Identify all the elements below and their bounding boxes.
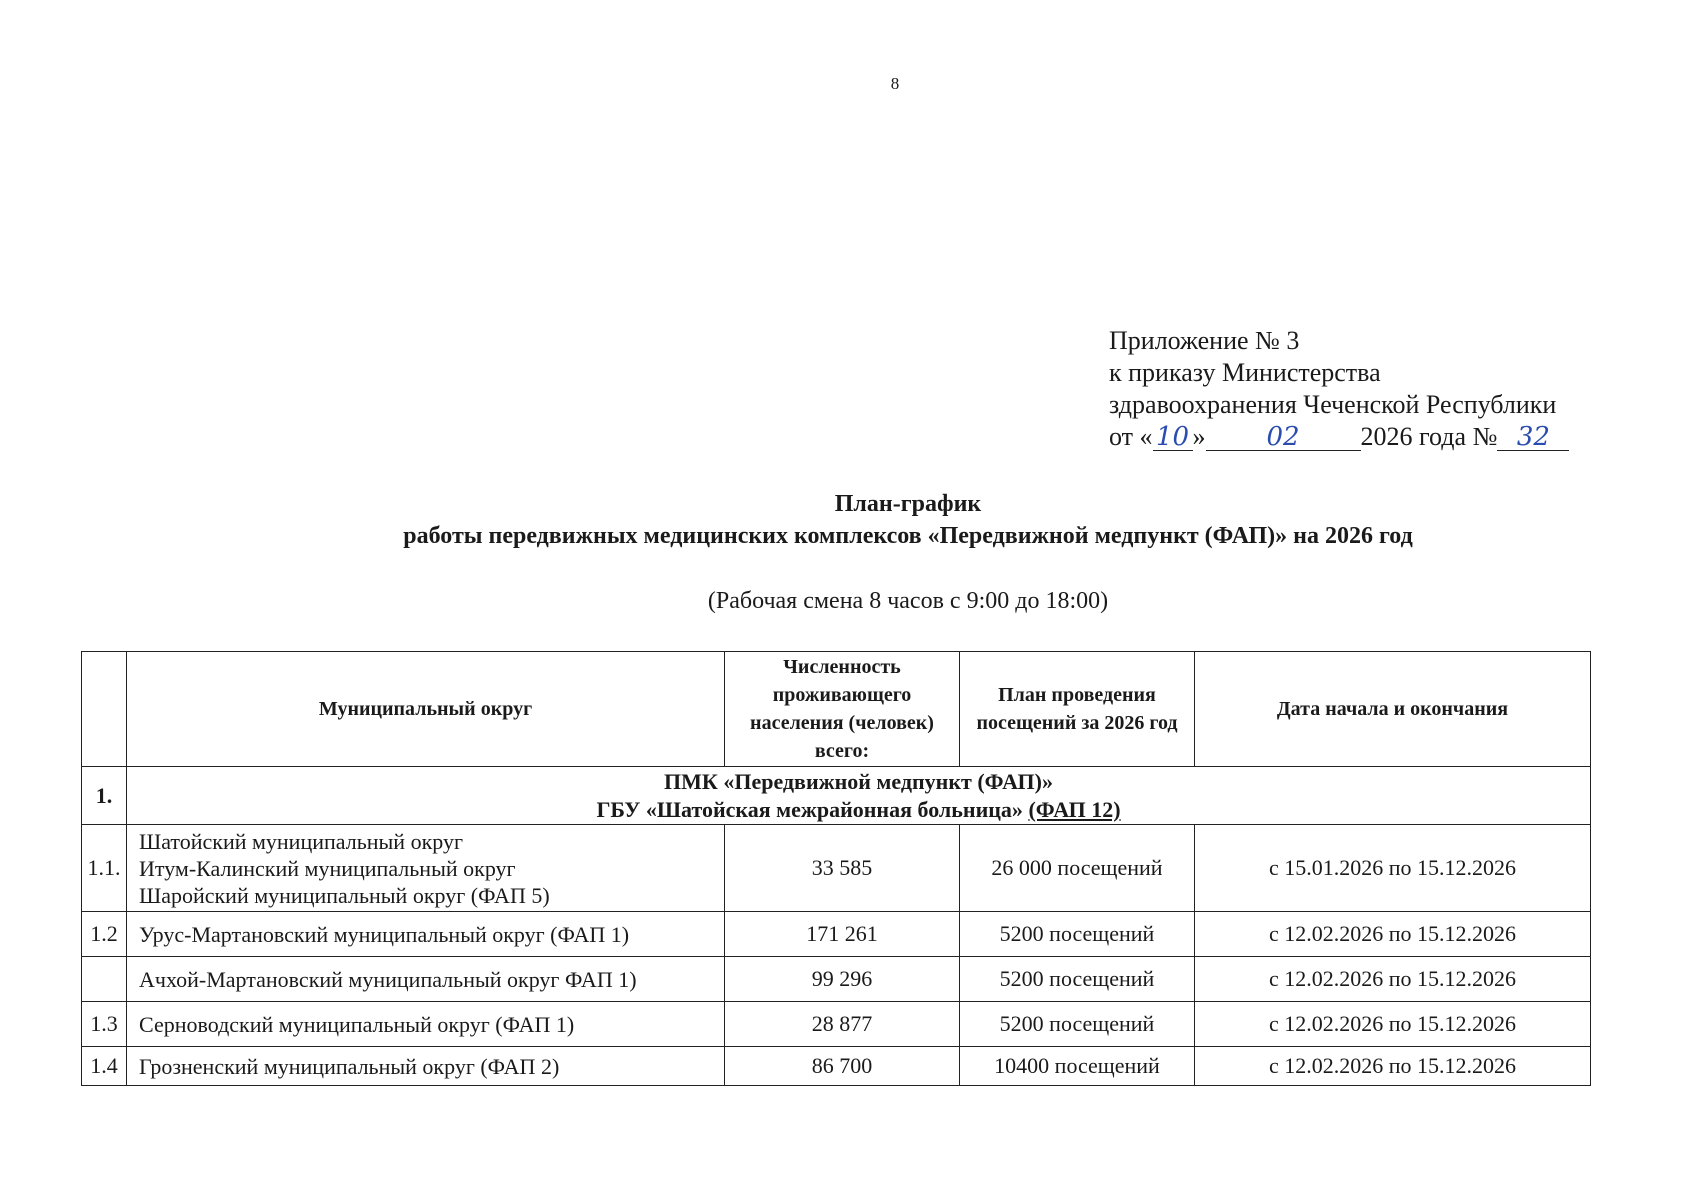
appendix-order-line (1109, 421, 1569, 453)
row-dates: с 12.02.2026 по 15.12.2026 (1195, 1047, 1591, 1086)
row-number: 1.3 (82, 1002, 127, 1047)
row-district: Грозненский муниципальный округ (ФАП 2) (127, 1047, 725, 1086)
row-number: 1.1. (82, 825, 127, 912)
row-plan: 10400 посещений (960, 1047, 1195, 1086)
order-day-handwritten: 10 (1153, 424, 1193, 451)
group-title-line-2 (131, 796, 1586, 824)
header-district: Муниципальный округ (127, 652, 725, 767)
appendix-block (1109, 325, 1569, 453)
row-district: Серноводский муниципальный округ (ФАП 1) (127, 1002, 725, 1047)
header-plan: План проведения посещений за 2026 год (960, 652, 1195, 767)
table-row (82, 1002, 1591, 1047)
row-population: 33 585 (725, 825, 960, 912)
schedule-table (81, 651, 1591, 1086)
row-population: 86 700 (725, 1047, 960, 1086)
row-district: Ачхой-Мартановский муниципальный округ ФАП 1) (127, 957, 725, 1002)
row-dates: с 12.02.2026 по 15.12.2026 (1195, 1002, 1591, 1047)
document-title: План-график (834, 491, 982, 517)
order-year-text: 2026 года № (1360, 422, 1498, 451)
row-number: 1.4 (82, 1047, 127, 1086)
group-number: 1. (82, 767, 127, 825)
header-number (82, 652, 127, 767)
group-title (127, 767, 1591, 825)
table-header-row (82, 652, 1591, 767)
row-district: Урус-Мартановский муниципальный округ (ФАП 1) (127, 912, 725, 957)
row-district (127, 825, 725, 912)
document-subtitle: работы передвижных медицинских комплексов «Передвижной медпункт (ФАП)» на 2026 год (403, 523, 1413, 549)
appendix-line-2: к приказу Министерства (1109, 358, 1381, 387)
group-title-line-1: ПМК «Передвижной медпункт (ФАП)» (664, 768, 1053, 794)
row-plan: 26 000 посещений (960, 825, 1195, 912)
header-population: Численность проживающего населения (человек) всего: (725, 652, 960, 767)
group-title-fap-count: (ФАП 12) (1028, 796, 1121, 822)
table-row (82, 957, 1591, 1002)
district-line: Итум-Калинский муниципальный округ (139, 855, 516, 881)
group-row (82, 767, 1591, 825)
row-number: 1.2 (82, 912, 127, 957)
table-row (82, 1047, 1591, 1086)
row-plan: 5200 посещений (960, 957, 1195, 1002)
order-from-prefix: от « (1109, 422, 1153, 451)
district-line: Шатойский муниципальный округ (139, 828, 463, 854)
page-number: 8 (890, 74, 900, 93)
row-population: 99 296 (725, 957, 960, 1002)
appendix-line-1: Приложение № 3 (1109, 326, 1300, 355)
row-population: 28 877 (725, 1002, 960, 1047)
row-plan: 5200 посещений (960, 1002, 1195, 1047)
row-dates: с 15.01.2026 по 15.12.2026 (1195, 825, 1591, 912)
table-row (82, 912, 1591, 957)
table-row (82, 825, 1591, 912)
group-title-hospital: ГБУ «Шатойская межрайонная больница» (596, 796, 1029, 822)
work-shift-note: (Рабочая смена 8 часов с 9:00 до 18:00) (707, 588, 1109, 614)
order-day-close: » (1192, 422, 1206, 451)
row-plan: 5200 посещений (960, 912, 1195, 957)
row-dates: с 12.02.2026 по 15.12.2026 (1195, 957, 1591, 1002)
row-dates: с 12.02.2026 по 15.12.2026 (1195, 912, 1591, 957)
order-month-handwritten: 02 (1206, 424, 1361, 451)
row-population: 171 261 (725, 912, 960, 957)
order-number-handwritten: 32 (1497, 424, 1569, 451)
header-dates: Дата начала и окончания (1195, 652, 1591, 767)
row-number (82, 957, 127, 1002)
appendix-line-3: здравоохранения Чеченской Республики (1109, 390, 1557, 419)
district-line: Шаройский муниципальный округ (ФАП 5) (139, 882, 550, 908)
